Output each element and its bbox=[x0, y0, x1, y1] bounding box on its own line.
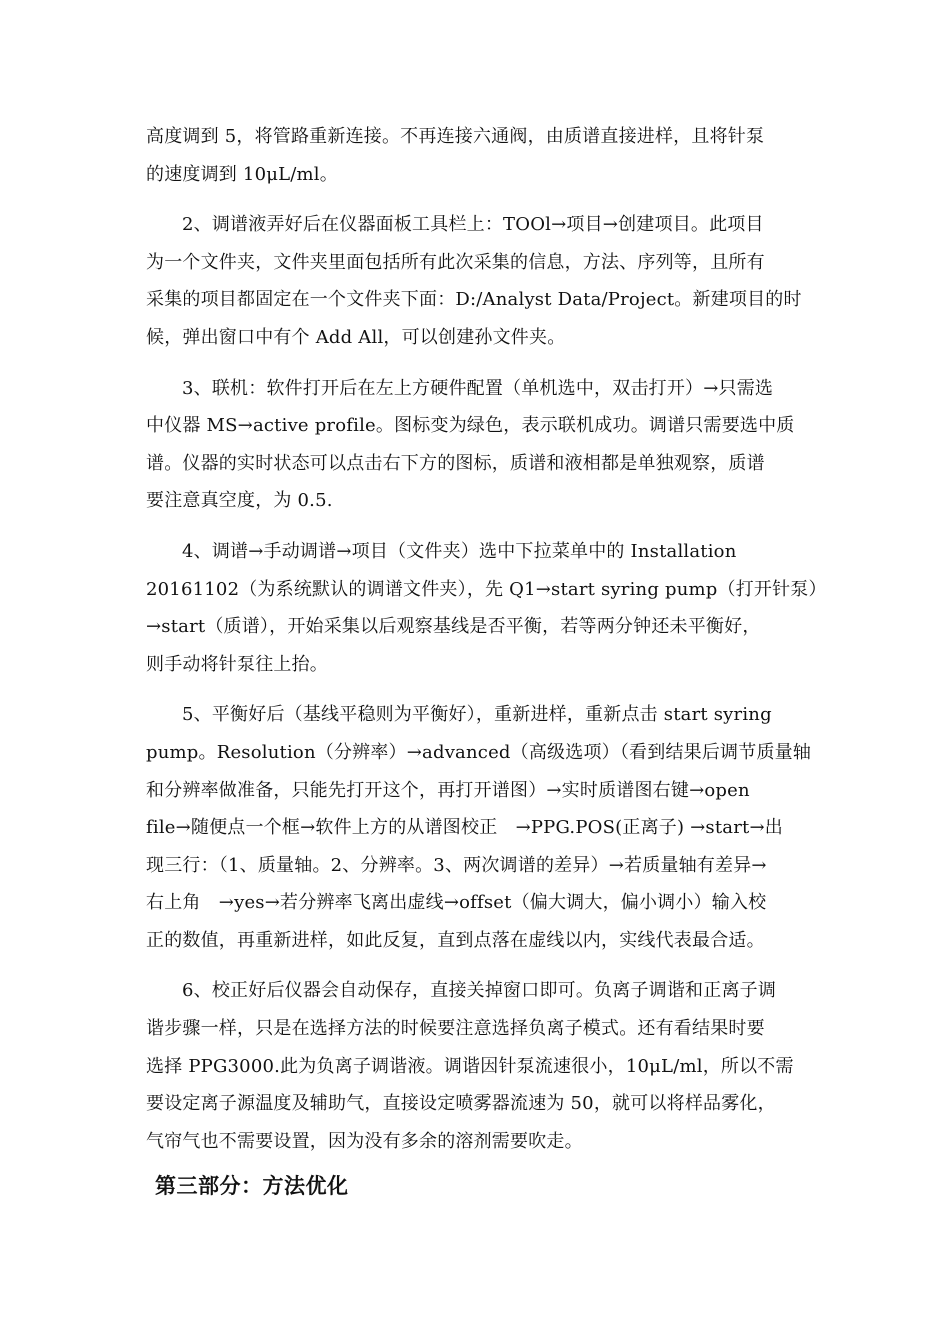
text-line: 2、调谱液弄好后在仪器面板工具栏上：TOOl→项目→创建项目。此项目 bbox=[182, 214, 764, 236]
text-line: 中仪器 MS→active profile。图标变为绿色，表示联机成功。调谱只需要选中质 bbox=[146, 415, 795, 437]
paragraph-continued bbox=[146, 118, 810, 193]
text-line: 采集的项目都固定在一个文件夹下面：D:/Analyst Data/Project。新建项目的时 bbox=[146, 289, 802, 311]
text-line: 高度调到 5，将管路重新连接。不再连接六通阀，由质谱直接进样，且将针泵 bbox=[146, 126, 765, 147]
text-line: pump。Resolution（分辨率）→advanced（高级选项）（看到结果后调节质量轴 bbox=[146, 741, 812, 763]
text-line: 4、调谱→手动调谱→项目（文件夹）选中下拉菜单中的 Installation bbox=[182, 540, 737, 562]
text-line: 6、校正好后仪器会自动保存，直接关掉窗口即可。负离子调谐和正离子调 bbox=[182, 980, 777, 1002]
text-line: 选择 PPG3000.此为负离子调谐液。调谐因针泵流速很小，10μL/ml，所以不需 bbox=[146, 1055, 794, 1077]
text-line: 5、平衡好后（基线平稳则为平衡好），重新进样，重新点击 start syring bbox=[182, 704, 772, 726]
text-line: 正的数值，再重新进样，如此反复，直到点落在虚线以内，实线代表最合适。 bbox=[146, 929, 765, 951]
text-line: 谱。仪器的实时状态可以点击右下方的图标，质谱和液相都是单独观察，质谱 bbox=[146, 452, 765, 474]
text-line: 和分辨率做准备，只能先打开这个，再打开谱图）→实时质谱图右键→open bbox=[146, 779, 750, 801]
text-line: 3、联机：软件打开后在左上方硬件配置（单机选中，双击打开）→只需选 bbox=[182, 377, 774, 399]
paragraph-step-3 bbox=[146, 370, 810, 520]
paragraph-step-5 bbox=[146, 696, 810, 959]
text-line: 现三行：（1、质量轴。2、分辨率。3、两次调谱的差异）→若质量轴有差异→ bbox=[146, 854, 767, 876]
text-line: 20161102（为系统默认的调谱文件夹），先 Q1→start syring pump（打开针泵） bbox=[146, 578, 827, 600]
section-heading: 第三部分：方法优化 bbox=[155, 1174, 349, 1198]
text-line: 候，弹出窗口中有个 Add All，可以创建孙文件夹。 bbox=[146, 326, 566, 348]
text-line: 要注意真空度，为 0.5. bbox=[146, 490, 333, 512]
text-line: 的速度调到 10μL/ml。 bbox=[146, 163, 338, 185]
text-line: 谐步骤一样，只是在选择方法的时候要注意选择负离子模式。还有看结果时要 bbox=[146, 1018, 765, 1040]
body-text bbox=[146, 118, 827, 1173]
text-line: 要设定离子源温度及辅助气，直接设定喷雾器流速为 50，就可以将样品雾化， bbox=[146, 1093, 776, 1115]
text-line: 右上角 →yes→若分辨率飞离出虚线→offset（偏大调大，偏小调小）输入校 bbox=[146, 892, 767, 914]
paragraph-step-6 bbox=[146, 972, 810, 1160]
text-line: 则手动将针泵往上抬。 bbox=[146, 653, 328, 675]
text-line: 气帘气也不需要设置，因为没有多余的溶剂需要吹走。 bbox=[146, 1130, 583, 1152]
paragraph-step-4 bbox=[146, 533, 827, 683]
text-line: file→随便点一个框→软件上方的从谱图校正 →PPG.POS(正离子) →start→出 bbox=[146, 817, 783, 839]
text-line: 为一个文件夹，文件夹里面包括所有此次采集的信息，方法、序列等，且所有 bbox=[146, 251, 765, 273]
paragraph-step-2 bbox=[146, 206, 810, 356]
text-line: →start（质谱），开始采集以后观察基线是否平衡，若等两分钟还未平衡好， bbox=[146, 616, 761, 638]
